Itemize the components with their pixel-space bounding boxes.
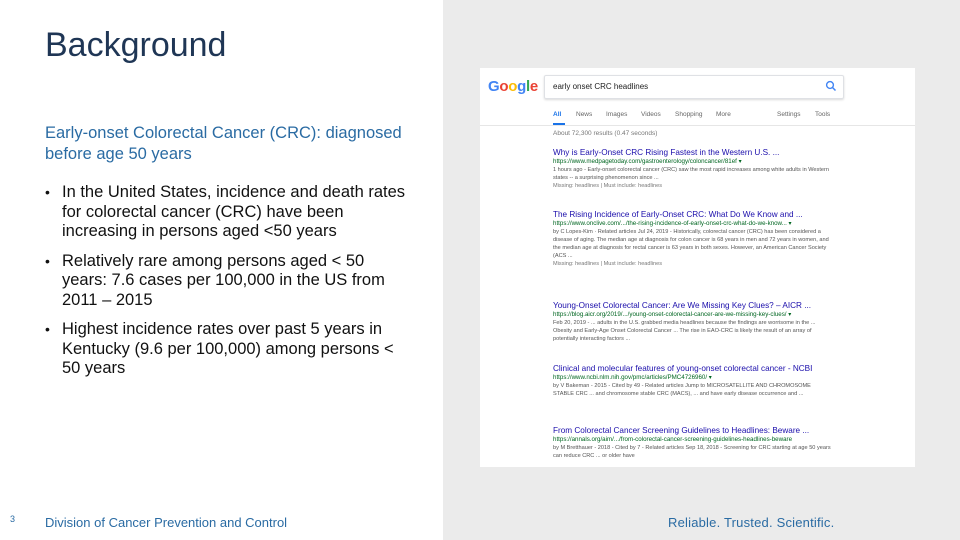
result-snippet: by V Bakeman - 2015 - Cited by 49 - Related articles Jump to MICROSATELLITE AND CHROMOSOME STABLE CRC ... and chromosome stable CRC (MACS), ... and have early disease occurrence and ...: [553, 383, 811, 397]
slide-title: Background: [45, 26, 227, 64]
logo-letter: o: [499, 78, 509, 95]
lead-text: Early-onset Colorectal Cancer (CRC): diagnosed before age 50 years: [45, 124, 402, 163]
tab-all[interactable]: All: [553, 111, 562, 118]
tab-news[interactable]: News: [576, 111, 593, 118]
bullet-text: Highest incidence rates over past 5 years in Kentucky (9.6 per 100,000) among persons < 50 years: [62, 320, 394, 377]
result-stats: About 72,300 results (0.47 seconds): [553, 130, 658, 137]
result-title-link[interactable]: Why is Early-Onset CRC Rising Fastest in the Western U.S. ...: [553, 148, 780, 157]
bullet-text: In the United States, incidence and death rates for colorectal cancer (CRC) have been increasing in persons aged <50 years: [62, 183, 406, 240]
result-snippet: by M Bretthauer - 2018 - Cited by 7 - Related articles Sep 18, 2018 - Screening for CRC starting at age 50 years can reduce CRC ... or older have: [553, 445, 831, 459]
tab-more[interactable]: More: [716, 111, 731, 118]
footer-tagline: Reliable. Trusted. Scientific.: [668, 515, 835, 530]
bullet-item: [45, 183, 410, 242]
search-result: [553, 364, 833, 398]
tab-settings[interactable]: Settings: [777, 111, 801, 118]
bullet-text: Relatively rare among persons aged < 50 years: 7.6 cases per 100,000 in the US from 2011 – 2015: [62, 251, 385, 309]
bullet-item: [45, 320, 410, 379]
result-missing-terms[interactable]: Missing: headlines | Must include: headlines: [553, 183, 663, 189]
google-search-screenshot: [480, 68, 915, 467]
tab-tools[interactable]: Tools: [815, 111, 831, 118]
result-title-link[interactable]: Young-Onset Colorectal Cancer: Are We Missing Key Clues? – AICR ...: [553, 301, 812, 310]
result-snippet: 1 hours ago - Early-onset colorectal cancer (CRC) saw the most rapid increases among white adults in Western states -- a surprising phenomenon since ...: [553, 167, 829, 181]
search-result: [553, 426, 833, 460]
bullet-dot: •: [45, 321, 50, 337]
logo-letter: G: [488, 78, 500, 95]
result-url[interactable]: https://www.ncbi.nlm.nih.gov/pmc/articles/PMC4726960/ ▾: [553, 374, 712, 381]
page-number: 3: [10, 514, 16, 524]
footer-division: Division of Cancer Prevention and Control: [45, 515, 288, 530]
logo-letter: o: [508, 78, 518, 95]
result-title-link[interactable]: The Rising Incidence of Early-Onset CRC: What Do We Know and ...: [553, 210, 803, 219]
bullet-dot: •: [45, 252, 50, 269]
result-url[interactable]: https://blog.aicr.org/2019/.../young-onset-colorectal-cancer-are-we-missing-key-clues/ ▾: [553, 311, 792, 318]
tab-videos[interactable]: Videos: [641, 111, 661, 118]
bullet-dot: •: [45, 184, 50, 200]
result-snippet: by C Lopes-Kim · Related articles Jul 24, 2019 - Historically, colorectal cancer (CRC) has been considered a disease of aging. The median age at diagnosis for colon cancer is 68 years in men and 72 years in women, and the median age at diagnosis for rectal cancer is 63 years in both sexes. However, an American Cancer Society (ACS ...: [553, 229, 829, 259]
result-snippet: Feb 20, 2019 - ... adults in the U.S. grabbed media headlines because the findings are worrisome in the ... Obesity and Early-Age Onset Colorectal Cancer ... The rise in EAO-CRC is likely the result of an array of potentially interacting factors ...: [553, 320, 816, 342]
search-result: [553, 148, 833, 190]
tab-shopping[interactable]: Shopping: [675, 111, 703, 118]
result-url[interactable]: https://annals.org/aim/.../from-colorectal-cancer-screening-guidelines-headlines-beware: [553, 436, 793, 443]
logo-letter: l: [526, 78, 530, 95]
result-url[interactable]: https://www.onclive.com/.../the-rising-incidence-of-early-onset-crc-what-do-we-know... ▾: [553, 220, 792, 227]
result-missing-terms[interactable]: Missing: headlines | Must include: headlines: [553, 261, 663, 267]
result-url[interactable]: https://www.medpagetoday.com/gastroenterology/coloncancer/81ef ▾: [553, 158, 742, 165]
result-title-link[interactable]: From Colorectal Cancer Screening Guidelines to Headlines: Beware ...: [553, 426, 810, 435]
bullet-list: [45, 183, 410, 389]
google-logo: [488, 78, 538, 95]
search-input[interactable]: [544, 75, 844, 99]
bullet-item: [45, 252, 410, 311]
search-icon[interactable]: [825, 80, 837, 92]
logo-letter: g: [517, 78, 526, 95]
logo-letter: e: [529, 78, 538, 95]
search-result: [553, 301, 833, 343]
tab-images[interactable]: Images: [606, 111, 628, 118]
search-query: early onset CRC headlines: [553, 82, 649, 91]
tabs-divider: [480, 125, 915, 126]
result-title-link[interactable]: Clinical and molecular features of young-onset colorectal cancer - NCBI: [553, 364, 813, 373]
search-result: [553, 210, 833, 268]
search-tabs: [553, 111, 903, 123]
